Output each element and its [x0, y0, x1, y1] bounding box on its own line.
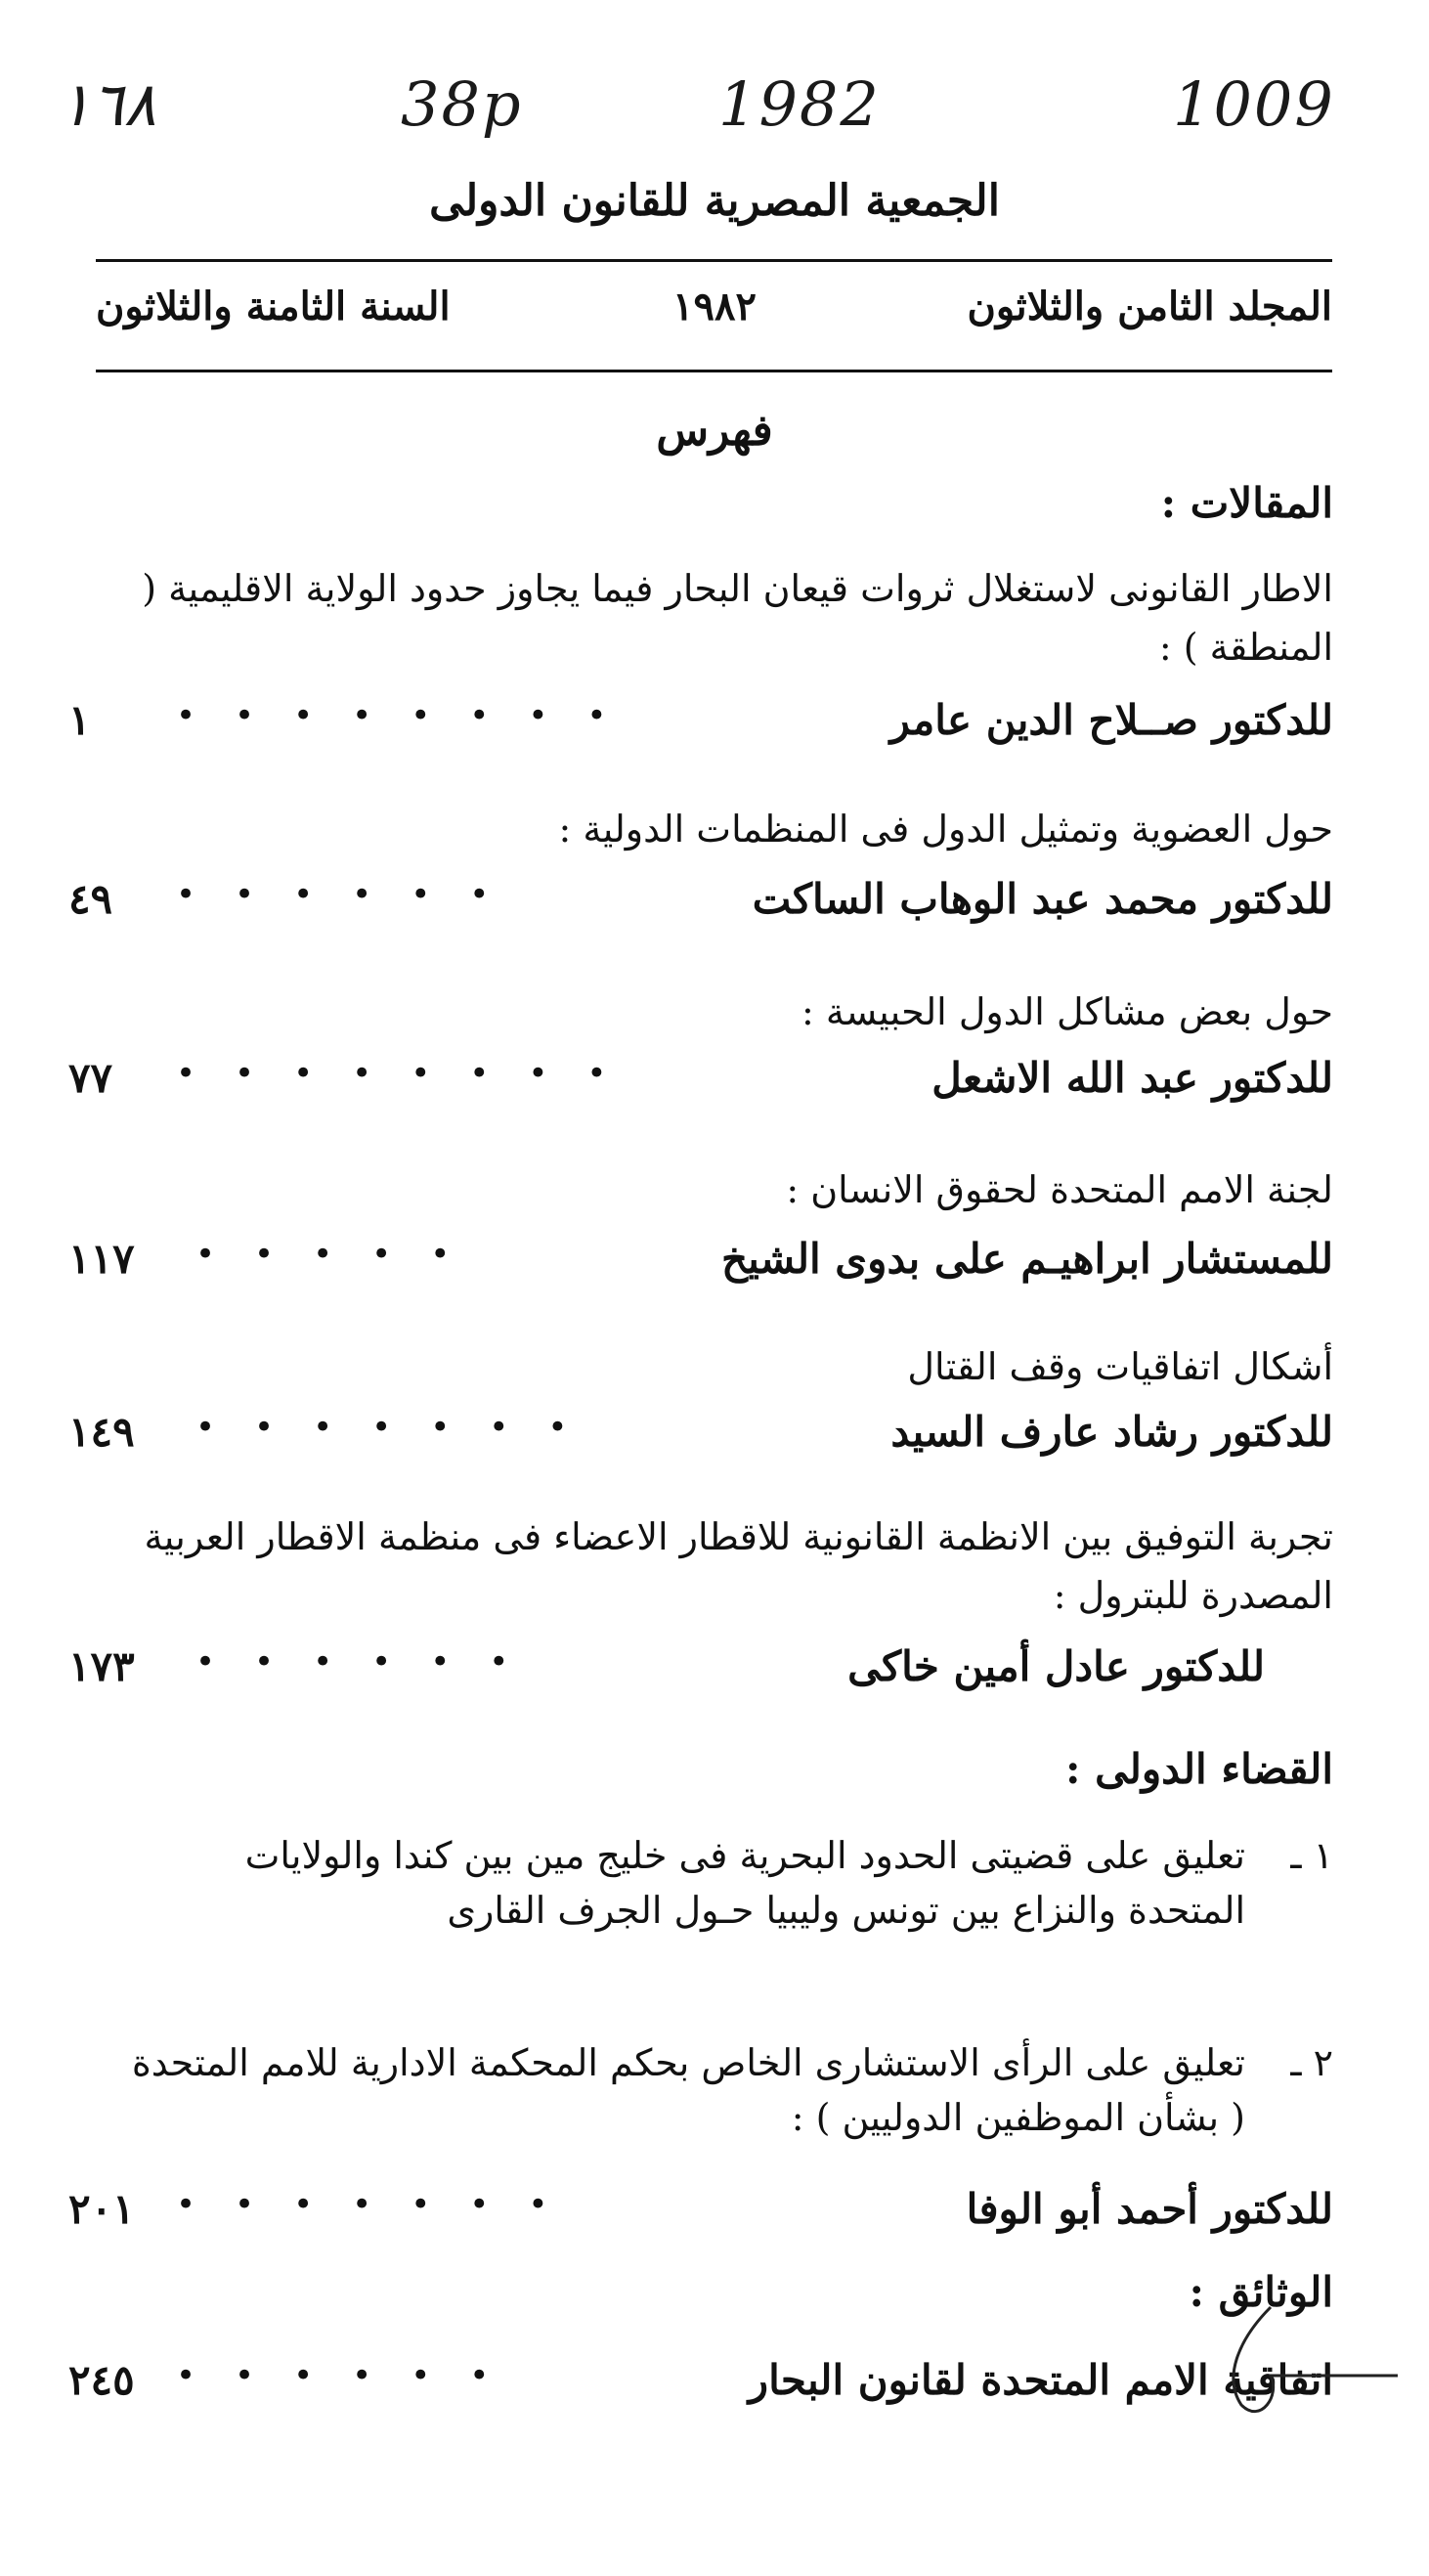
leader-dots: ••••••: [176, 2356, 529, 2395]
leader-dots: •••••••: [195, 1408, 607, 1447]
article-page-6: ١٧٣: [68, 1642, 135, 1690]
article-page-5: ١٤٩: [68, 1408, 135, 1456]
top-rule: [96, 259, 1332, 262]
article-author-row-6: [68, 1642, 1333, 1701]
society-name: الجمعية المصرية للقانون الدولى: [429, 176, 1000, 226]
article-author-3: للدكتور عبد الله الاشعل: [931, 1054, 1333, 1102]
article-author-1: للدكتور صــلاح الدين عامر: [889, 696, 1333, 744]
pen-mark-icon: [1202, 2297, 1407, 2444]
article-page-4: ١١٧: [68, 1235, 135, 1283]
judiciary-page: ٢٠١: [68, 2185, 135, 2233]
handwritten-pages: 38p: [401, 68, 523, 140]
article-title-5: أشكال اتفاقيات وقف القتال: [907, 1345, 1333, 1388]
article-author-2: للدكتور محمد عبد الوهاب الساكت: [752, 875, 1333, 923]
judiciary-item-2: [131, 2035, 1333, 2145]
toc-title: فهرس: [656, 406, 773, 456]
documents-page: ٢٤٥: [68, 2356, 135, 2404]
leader-dots: •••••: [195, 1235, 490, 1274]
article-title-4: لجنة الامم المتحدة لحقوق الانسان :: [786, 1168, 1333, 1211]
article-author-4: للمستشار ابراهيـم على بدوى الشيخ: [720, 1235, 1333, 1283]
handwritten-number: 1009: [1173, 68, 1335, 140]
documents-entry: اتفاقية الامم المتحدة لقانون البحار: [748, 2356, 1333, 2404]
articles-heading: المقالات :: [1160, 479, 1333, 527]
article-page-3: ٧٧: [68, 1054, 113, 1102]
judiciary-item-1-text: تعليق على قضيتى الحدود البحرية فى خليج مين بين كندا والولايات المتحدة والنزاع بين تونس وليبيا حـول الجرف القارى: [244, 1834, 1245, 1932]
judiciary-author: للدكتور أحمد أبو الوفا: [966, 2185, 1333, 2233]
article-author-row-4: [68, 1235, 1333, 1293]
volume-year: ١٩٨٢: [672, 284, 757, 329]
article-title-1: الاطار القانونى لاستغلال ثروات قيعان البحار فيما يجاوز حدود الولاية الاقليمية ( المنطقة ) :: [142, 567, 1333, 669]
judiciary-item-2-number: ٢ ـ: [1290, 2041, 1333, 2084]
judiciary-item-1-number: ١ ـ: [1290, 1834, 1333, 1877]
leader-dots: •••••••: [176, 2185, 587, 2224]
handwritten-year: 1982: [718, 68, 881, 140]
leader-dots: ••••••••: [176, 696, 646, 735]
handwritten-code: ١٦٨: [59, 68, 156, 140]
article-page-2: ٤٩: [68, 875, 113, 923]
article-author-row-5: [68, 1408, 1333, 1466]
article-author-row-3: [68, 1054, 1333, 1113]
volume-row: [96, 284, 1332, 342]
article-title-2: حول العضوية وتمثيل الدول فى المنظمات الدولية :: [558, 808, 1333, 851]
article-author-row-1: [68, 696, 1333, 755]
leader-dots: ••••••: [176, 875, 529, 914]
documents-heading: الوثائق :: [1189, 2268, 1333, 2316]
year-label: السنة الثامنة والثلاثون: [96, 284, 451, 329]
judiciary-item-1: [131, 1828, 1333, 1938]
article-title-3: حول بعض مشاكل الدول الحبيسة :: [801, 990, 1333, 1033]
judiciary-author-row: [68, 2185, 1333, 2244]
documents-entry-row: [68, 2356, 1333, 2415]
article-author-5: للدكتور رشاد عارف السيد: [890, 1408, 1333, 1456]
judiciary-item-2-text: تعليق على الرأى الاستشارى الخاص بحكم المحكمة الادارية للامم المتحدة ( بشأن الموظفين الدوليين ) :: [131, 2041, 1245, 2139]
leader-dots: ••••••••: [176, 1054, 646, 1093]
bottom-rule: [96, 370, 1332, 372]
article-page-1: ١: [68, 696, 91, 744]
leader-dots: ••••••: [195, 1642, 548, 1681]
article-author-6: للدكتور عادل أمين خاكى: [847, 1642, 1265, 1690]
judiciary-heading: القضاء الدولى :: [1064, 1745, 1333, 1793]
volume-label: المجلد الثامن والثلاثون: [967, 284, 1332, 329]
article-title-6: تجربة التوفيق بين الانظمة القانونية للاقطار الاعضاء فى منظمة الاقطار العربية المصدرة للبترول :: [144, 1515, 1333, 1617]
article-author-row-2: [68, 875, 1333, 934]
